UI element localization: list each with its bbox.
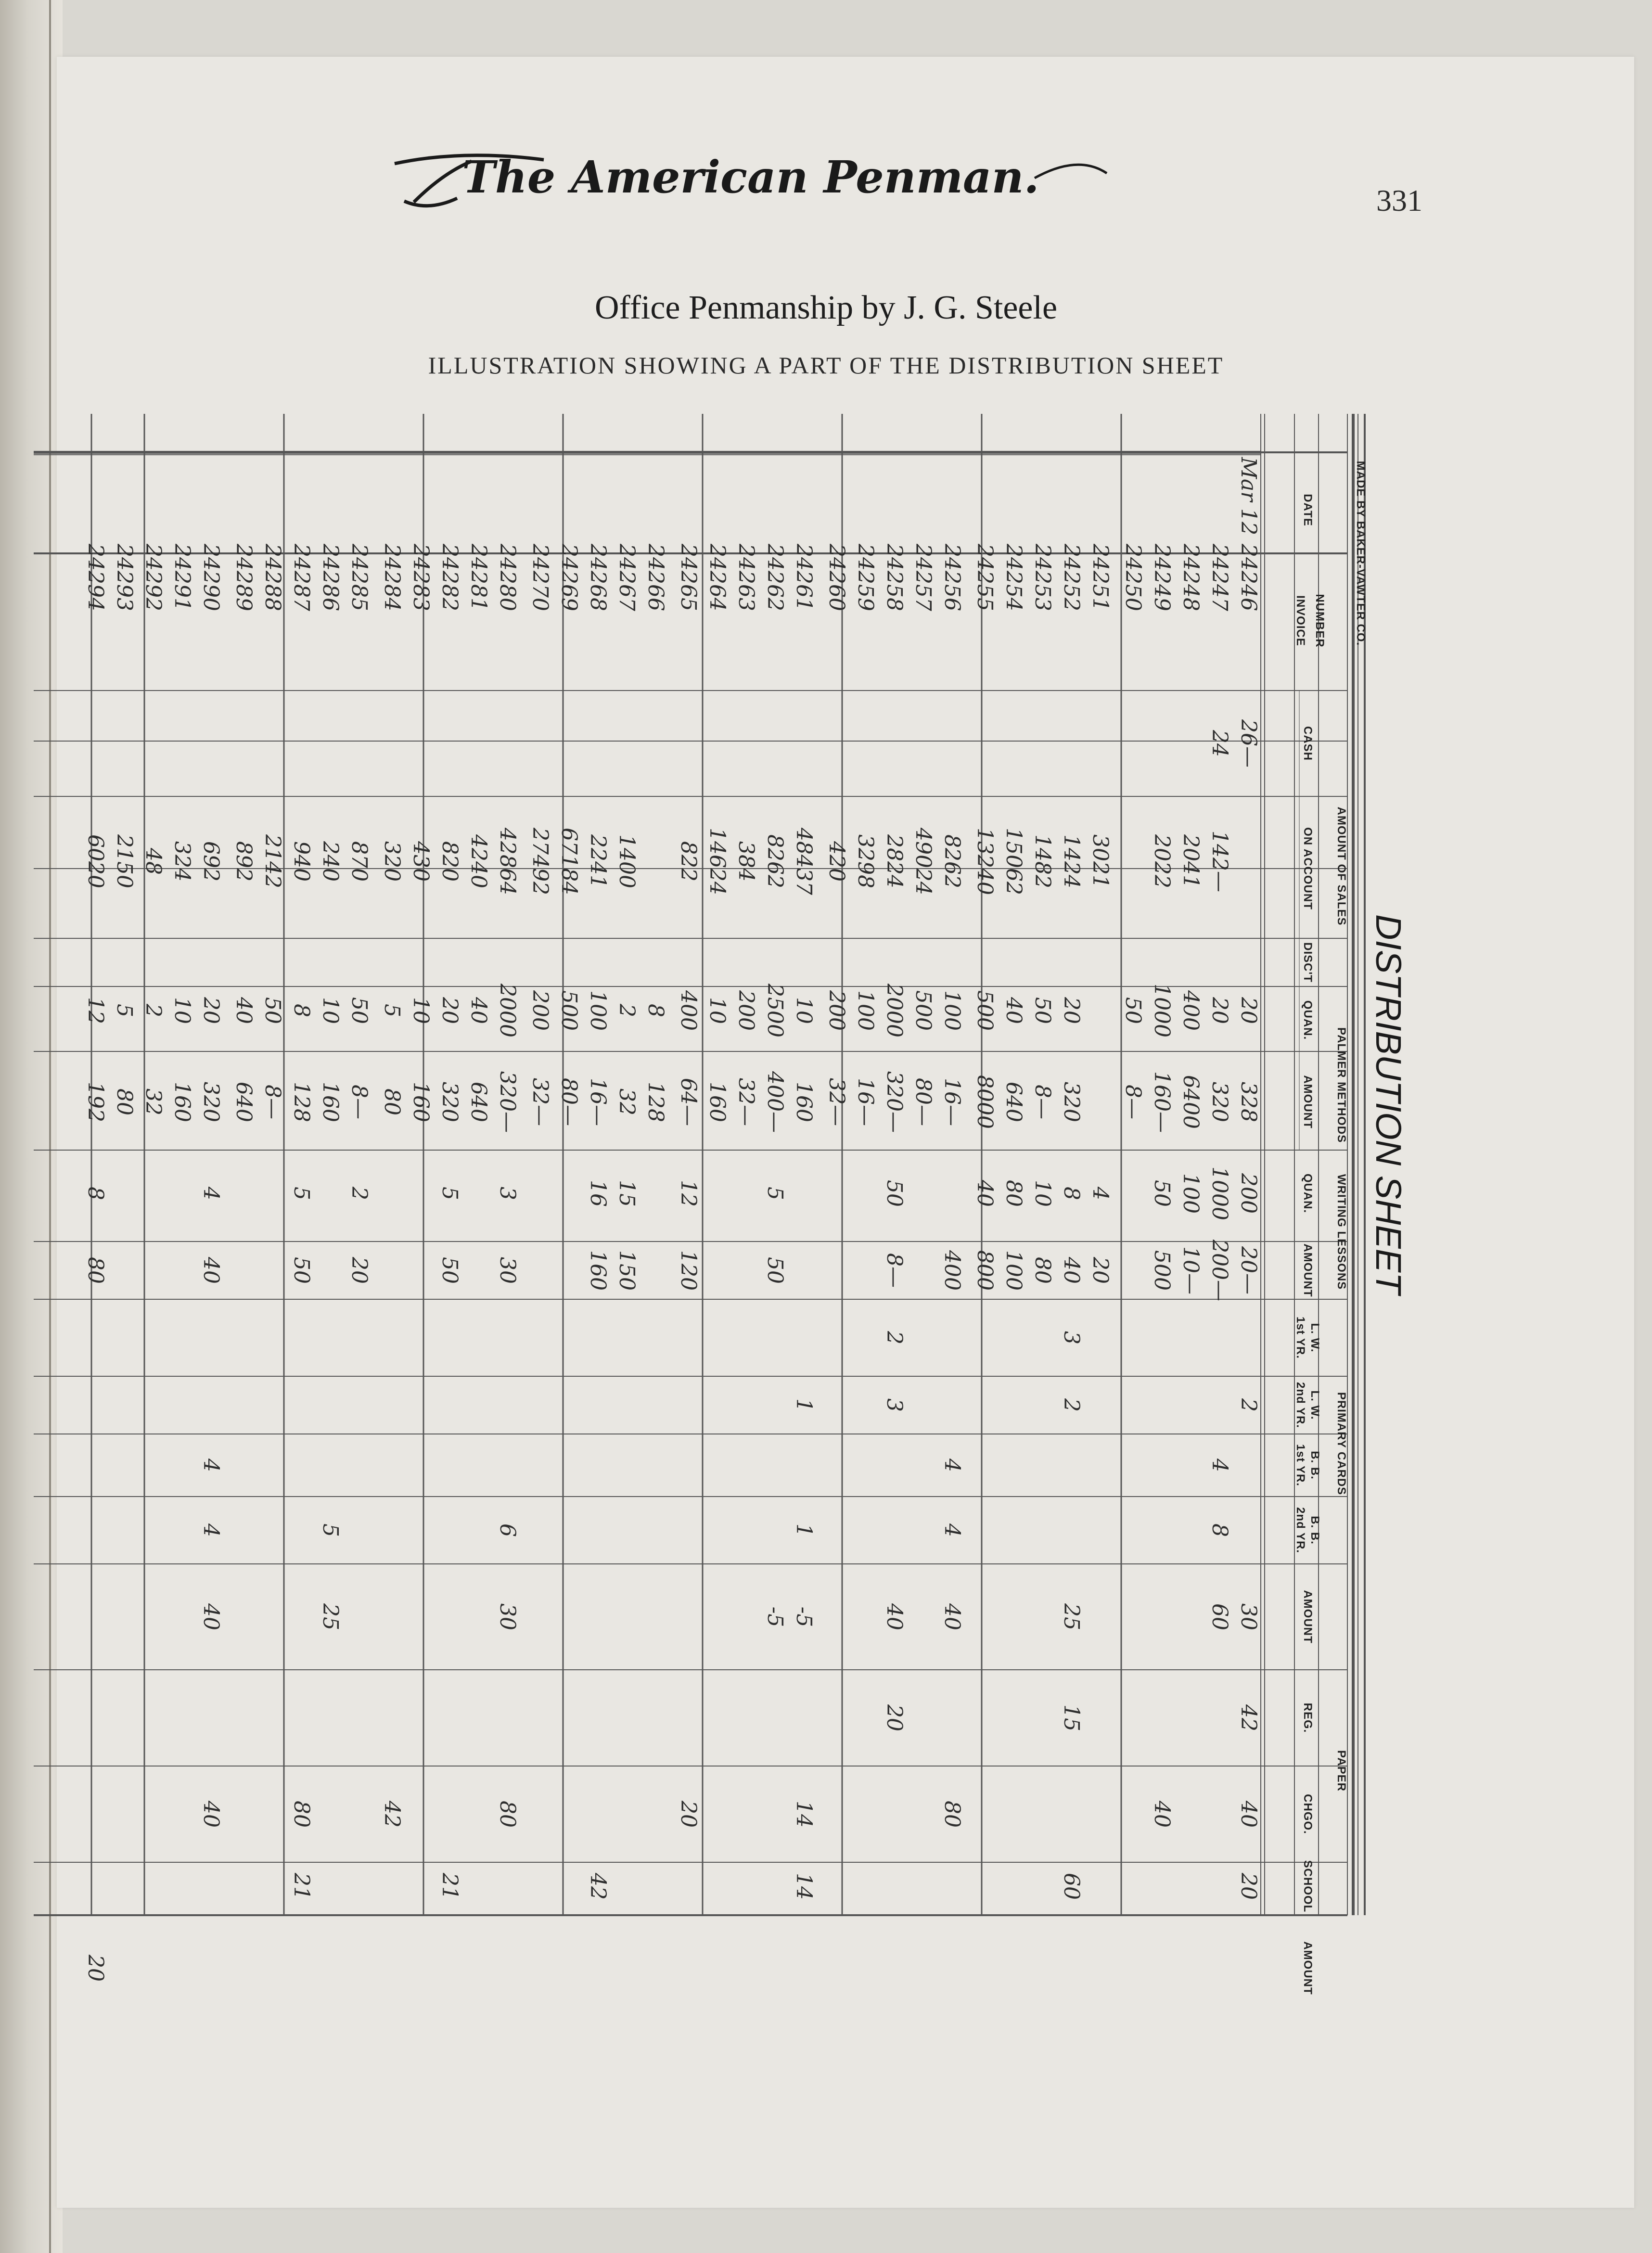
row-0-cards-amount: 30 — [1236, 1603, 1261, 1630]
row-10-on-account: 8262 — [940, 834, 964, 888]
row-1-palmer-amount: 320 — [1207, 1082, 1232, 1122]
row-29-palmer-quan: 5 — [380, 1004, 404, 1017]
row-16-writing-quan: 5 — [763, 1187, 787, 1200]
row-37-palmer-quan: 2 — [141, 1004, 166, 1017]
row-3-on-account: 2022 — [1150, 834, 1174, 888]
row-7-writing-amount: 80 — [1030, 1257, 1055, 1284]
row-27-writing-quan: 5 — [437, 1187, 462, 1200]
row-1-card-1bb: 4 — [1207, 1459, 1232, 1472]
row-22-palmer-quan: 100 — [586, 990, 610, 1031]
row-21-on-account: 1400 — [615, 834, 639, 888]
header-paper-chgo: CHGO. — [1301, 1794, 1314, 1834]
row-2-on-account: 2041 — [1178, 834, 1203, 888]
row-18-invoice: 24264 — [705, 544, 730, 611]
row-7-palmer-quan: 50 — [1030, 997, 1055, 1024]
row-6-cards-amount: 25 — [1059, 1603, 1084, 1630]
row-21-writing-amount: 150 — [615, 1250, 639, 1291]
row-29-palmer-amount: 80 — [380, 1088, 404, 1115]
row-12-writing-quan: 50 — [882, 1180, 907, 1207]
row-1-writing-quan: 1000 — [1207, 1166, 1232, 1220]
row-12-palmer-amount: 320— — [882, 1071, 907, 1133]
row-35-palmer-amount: 320 — [199, 1082, 223, 1122]
sheet-entries — [83, 457, 1261, 1982]
row-12-card-2lw: 3 — [882, 1398, 907, 1412]
row-32-paper-school: 21 — [289, 1873, 314, 1900]
row-32-writing-amount: 50 — [289, 1257, 314, 1284]
row-30-on-account: 870 — [347, 841, 371, 882]
row-39-writing-amount: 80 — [83, 1257, 108, 1284]
row-25-invoice: 24280 — [495, 544, 520, 611]
row-39-invoice: 24294 — [83, 544, 108, 611]
sheet-grid — [34, 414, 1365, 1915]
row-30-writing-quan: 2 — [347, 1187, 371, 1200]
row-6-card-1lw: 3 — [1059, 1331, 1084, 1344]
row-14-palmer-amount: 32— — [824, 1078, 849, 1126]
row-37-on-account: 48 — [141, 848, 166, 875]
header-paper-amount: AMOUNT — [1301, 1941, 1314, 1995]
row-12-writing-amount: 8— — [882, 1253, 907, 1288]
row-30-palmer-quan: 50 — [347, 997, 371, 1024]
row-32-writing-quan: 5 — [289, 1187, 314, 1200]
row-14-palmer-quan: 200 — [824, 990, 849, 1031]
row-24-palmer-amount: 32— — [528, 1078, 552, 1126]
row-22-invoice: 24268 — [586, 544, 610, 611]
row-35-paper-chgo: 40 — [199, 1801, 223, 1828]
row-25-palmer-quan: 2000 — [495, 984, 520, 1037]
row-23-invoice: 24269 — [557, 544, 581, 611]
row-7-palmer-amount: 8— — [1030, 1085, 1055, 1119]
row-10-palmer-amount: 16— — [940, 1078, 964, 1126]
row-19-writing-amount: 120 — [676, 1250, 701, 1291]
row-1-cards-amount: 60 — [1207, 1603, 1232, 1630]
row-29-invoice: 24284 — [380, 544, 404, 611]
row-33-palmer-quan: 50 — [260, 997, 285, 1024]
row-0-paper-chgo: 40 — [1236, 1801, 1261, 1828]
row-13-palmer-quan: 100 — [853, 990, 878, 1031]
header-writing-amount: AMOUNT — [1301, 1243, 1314, 1297]
row-18-palmer-quan: 10 — [705, 997, 730, 1024]
row-16-palmer-quan: 2500 — [763, 984, 787, 1037]
row-26-invoice: 24281 — [466, 544, 491, 611]
row-22-writing-amount: 160 — [586, 1250, 610, 1291]
row-39-writing-quan: 8 — [83, 1187, 108, 1200]
row-6-writing-quan: 8 — [1059, 1187, 1084, 1200]
row-15-palmer-quan: 10 — [792, 997, 816, 1024]
row-9-on-account: 13240 — [973, 828, 997, 895]
row-7-on-account: 1482 — [1030, 834, 1055, 888]
row-6-palmer-quan: 20 — [1059, 997, 1084, 1024]
row-25-cards-amount: 30 — [495, 1603, 520, 1630]
row-17-invoice: 24263 — [734, 544, 758, 611]
row-15-palmer-amount: 160 — [792, 1082, 816, 1122]
row-2-palmer-amount: 6400 — [1178, 1075, 1203, 1129]
row-3-palmer-quan: 1000 — [1150, 984, 1174, 1037]
row-34-palmer-amount: 640 — [231, 1082, 256, 1122]
row-39-paper-amount: 20 — [83, 1955, 108, 1982]
header-card-1bb-b: B. B. — [1308, 1451, 1321, 1480]
row-2-writing-amount: 10— — [1178, 1246, 1203, 1294]
row-18-on-account: 14624 — [705, 828, 730, 895]
row-13-on-account: 3298 — [853, 834, 878, 888]
row-10-card-1bb: 4 — [940, 1459, 964, 1472]
row-15-paper-chgo: 14 — [792, 1801, 816, 1828]
row-35-writing-quan: 4 — [199, 1187, 223, 1200]
row-36-palmer-amount: 160 — [170, 1082, 194, 1122]
date-entry: Mar 12 — [1236, 457, 1261, 536]
row-19-paper-chgo: 20 — [676, 1801, 701, 1828]
row-5-invoice: 24251 — [1088, 544, 1113, 611]
header-writing-lessons: WRITING LESSONS — [1335, 1174, 1348, 1290]
row-12-paper-reg: 20 — [882, 1704, 907, 1731]
row-35-on-account: 692 — [199, 841, 223, 882]
row-13-invoice: 24259 — [853, 544, 878, 611]
row-10-invoice: 24256 — [940, 544, 964, 611]
header-date: DATE — [1301, 494, 1314, 526]
row-28-invoice: 24283 — [409, 544, 433, 611]
row-35-invoice: 24290 — [199, 544, 223, 611]
header-number: NUMBER — [1313, 594, 1326, 648]
row-17-palmer-amount: 32— — [734, 1078, 758, 1126]
row-31-palmer-quan: 10 — [318, 997, 343, 1024]
row-32-palmer-quan: 8 — [289, 1004, 314, 1017]
row-27-palmer-quan: 20 — [437, 997, 462, 1024]
row-31-cards-amount: 25 — [318, 1603, 343, 1630]
article-subtitle: ILLUSTRATION SHOWING A PART OF THE DISTRIBUTION SHEET — [428, 352, 1224, 379]
row-21-writing-quan: 15 — [615, 1180, 639, 1207]
row-38-palmer-quan: 5 — [112, 1004, 137, 1017]
row-31-invoice: 24286 — [318, 544, 343, 611]
header-card-1bb-a: 1st YR. — [1294, 1444, 1307, 1486]
row-31-palmer-amount: 160 — [318, 1082, 343, 1122]
row-30-palmer-amount: 8— — [347, 1085, 371, 1119]
row-16-cards-amount: -5 — [763, 1606, 787, 1627]
row-0-writing-amount: 20— — [1236, 1246, 1261, 1294]
row-13-palmer-amount: 16— — [853, 1078, 878, 1126]
row-28-palmer-amount: 160 — [409, 1082, 433, 1122]
row-23-on-account: 67184 — [557, 828, 581, 895]
header-paper-school: SCHOOL — [1301, 1860, 1314, 1913]
row-5-writing-quan: 4 — [1088, 1187, 1113, 1200]
row-19-writing-quan: 12 — [676, 1180, 701, 1207]
row-3-paper-chgo: 40 — [1150, 1801, 1174, 1828]
row-6-palmer-amount: 320 — [1059, 1082, 1084, 1122]
row-12-on-account: 2824 — [882, 834, 907, 888]
row-16-palmer-amount: 400— — [763, 1071, 787, 1133]
header-card-2bb-b: B. B. — [1308, 1516, 1321, 1545]
page-number: 331 — [1376, 183, 1422, 218]
row-25-paper-chgo: 80 — [495, 1801, 520, 1828]
row-15-on-account: 48437 — [792, 828, 816, 895]
row-21-palmer-amount: 32 — [615, 1088, 639, 1115]
row-25-writing-amount: 30 — [495, 1257, 520, 1284]
row-6-writing-amount: 40 — [1059, 1257, 1084, 1284]
sheet-maker: MADE BY BAKER-VAWTER CO. — [1354, 461, 1367, 646]
row-36-on-account: 324 — [170, 841, 194, 882]
row-20-palmer-amount: 128 — [643, 1082, 668, 1122]
row-17-on-account: 384 — [734, 841, 758, 882]
row-30-invoice: 24285 — [347, 544, 371, 611]
header-card-2bb-a: 2nd YR. — [1294, 1507, 1307, 1553]
row-16-invoice: 24262 — [763, 544, 787, 611]
row-25-writing-quan: 3 — [495, 1187, 520, 1200]
row-26-palmer-amount: 640 — [466, 1082, 491, 1122]
header-paper: PAPER — [1335, 1750, 1348, 1792]
row-33-on-account: 2142 — [260, 834, 285, 888]
header-card-1lw-a: 1st YR. — [1294, 1317, 1307, 1359]
header-writing-quan: QUAN. — [1301, 1173, 1314, 1214]
row-10-cards-amount: 40 — [940, 1603, 964, 1630]
row-6-card-2lw: 2 — [1059, 1398, 1084, 1412]
row-19-palmer-amount: 64— — [676, 1078, 701, 1126]
row-8-on-account: 15062 — [1001, 828, 1026, 895]
row-1-card-2bb: 8 — [1207, 1523, 1232, 1537]
row-38-on-account: 2150 — [112, 834, 137, 888]
row-32-palmer-amount: 128 — [289, 1082, 314, 1122]
header-card-1lw-b: L. W. — [1308, 1323, 1321, 1353]
row-9-writing-quan: 40 — [973, 1180, 997, 1207]
row-34-invoice: 24289 — [231, 544, 256, 611]
row-12-cards-amount: 40 — [882, 1603, 907, 1630]
header-cash: CASH — [1301, 726, 1314, 761]
row-4-invoice: 24250 — [1121, 544, 1145, 611]
row-24-palmer-quan: 200 — [528, 990, 552, 1031]
row-15-invoice: 24261 — [792, 544, 816, 611]
row-29-paper-chgo: 42 — [380, 1801, 404, 1828]
row-12-invoice: 24258 — [882, 544, 907, 611]
row-27-paper-school: 21 — [437, 1873, 462, 1900]
row-0-paper-school: 20 — [1236, 1873, 1261, 1900]
row-17-palmer-quan: 200 — [734, 990, 758, 1031]
row-20-invoice: 24266 — [643, 544, 668, 611]
row-31-card-2bb: 5 — [318, 1523, 343, 1537]
row-30-writing-amount: 20 — [347, 1257, 371, 1284]
header-cards-amount: AMOUNT — [1301, 1590, 1314, 1644]
row-22-writing-quan: 16 — [586, 1180, 610, 1207]
row-33-palmer-amount: 8— — [260, 1085, 285, 1119]
row-15-card-2bb: 1 — [792, 1523, 816, 1537]
row-39-on-account: 6020 — [83, 834, 108, 888]
row-8-invoice: 24254 — [1001, 544, 1026, 611]
header-palmer-methods: PALMER METHODS — [1335, 1027, 1348, 1143]
row-6-paper-school: 60 — [1059, 1873, 1084, 1900]
row-28-palmer-quan: 10 — [409, 997, 433, 1024]
row-1-palmer-quan: 20 — [1207, 997, 1232, 1024]
row-22-paper-school: 42 — [586, 1873, 610, 1900]
row-37-palmer-amount: 32 — [141, 1088, 166, 1115]
row-35-cards-amount: 40 — [199, 1603, 223, 1630]
row-0-writing-quan: 200 — [1236, 1173, 1261, 1214]
row-1-writing-amount: 200— — [1207, 1240, 1232, 1301]
row-10-palmer-quan: 100 — [940, 990, 964, 1031]
row-7-invoice: 24253 — [1030, 544, 1055, 611]
row-26-on-account: 4240 — [466, 834, 491, 888]
row-26-palmer-quan: 40 — [466, 997, 491, 1024]
header-on-account: ON ACCOUNT — [1301, 827, 1314, 910]
row-19-invoice: 24265 — [676, 544, 701, 611]
row-15-card-2lw: 1 — [792, 1398, 816, 1412]
row-6-invoice: 24252 — [1059, 544, 1084, 611]
row-31-on-account: 240 — [318, 841, 343, 882]
row-1-cash: 24 — [1207, 730, 1232, 757]
row-23-palmer-amount: 80— — [557, 1078, 581, 1126]
row-0-palmer-amount: 328 — [1236, 1082, 1261, 1122]
row-8-writing-amount: 100 — [1001, 1250, 1026, 1291]
row-2-invoice: 24248 — [1178, 544, 1203, 611]
row-35-card-1bb: 4 — [199, 1459, 223, 1472]
row-35-writing-amount: 40 — [199, 1257, 223, 1284]
row-36-palmer-quan: 10 — [170, 997, 194, 1024]
article-title: Office Penmanship by J. G. Steele — [594, 289, 1058, 326]
row-11-on-account: 49024 — [911, 828, 935, 895]
row-16-on-account: 8262 — [763, 834, 787, 888]
header-card-2lw-b: L. W. — [1308, 1390, 1321, 1420]
row-18-palmer-amount: 160 — [705, 1082, 730, 1122]
row-22-palmer-amount: 16— — [586, 1078, 610, 1126]
row-1-on-account: 142— — [1207, 831, 1232, 892]
row-33-invoice: 24288 — [260, 544, 285, 611]
row-27-on-account: 820 — [437, 841, 462, 882]
row-1-invoice: 24247 — [1207, 544, 1232, 611]
row-27-writing-amount: 50 — [437, 1257, 462, 1284]
row-32-invoice: 24287 — [289, 544, 314, 611]
row-4-palmer-quan: 50 — [1121, 997, 1145, 1024]
header-card-2lw-a: 2nd YR. — [1294, 1382, 1307, 1428]
row-0-invoice: 24246 — [1236, 544, 1261, 611]
row-25-palmer-amount: 320— — [495, 1071, 520, 1133]
row-38-invoice: 24293 — [112, 544, 137, 611]
row-27-palmer-amount: 320 — [437, 1082, 462, 1122]
row-34-palmer-quan: 40 — [231, 997, 256, 1024]
row-39-palmer-quan: 12 — [83, 997, 108, 1024]
row-15-paper-school: 14 — [792, 1873, 816, 1900]
row-14-invoice: 24260 — [824, 544, 849, 611]
row-32-on-account: 940 — [289, 841, 314, 882]
row-27-invoice: 24282 — [437, 544, 462, 611]
row-32-paper-chgo: 80 — [289, 1801, 314, 1828]
header-palmer-quan: QUAN. — [1301, 1000, 1314, 1040]
row-29-on-account: 320 — [380, 841, 404, 882]
row-37-invoice: 24292 — [141, 544, 166, 611]
row-3-palmer-amount: 160— — [1150, 1071, 1174, 1133]
masthead-title: The American Penman. — [462, 151, 1039, 203]
row-3-writing-quan: 50 — [1150, 1180, 1174, 1207]
row-22-on-account: 2241 — [586, 834, 610, 888]
row-5-on-account: 3021 — [1088, 834, 1113, 888]
row-20-palmer-quan: 8 — [643, 1004, 668, 1017]
row-10-card-2bb: 4 — [940, 1523, 964, 1537]
row-6-on-account: 1424 — [1059, 834, 1084, 888]
sheet-title: DISTRIBUTION SHEET — [1369, 914, 1409, 1294]
row-5-writing-amount: 20 — [1088, 1257, 1113, 1284]
row-8-palmer-quan: 40 — [1001, 997, 1026, 1024]
row-38-palmer-amount: 80 — [112, 1088, 137, 1115]
row-35-card-2bb: 4 — [199, 1523, 223, 1537]
row-0-palmer-quan: 20 — [1236, 997, 1261, 1024]
header-palmer-amount: AMOUNT — [1301, 1075, 1314, 1129]
row-2-writing-quan: 100 — [1178, 1173, 1203, 1214]
row-3-invoice: 24249 — [1150, 544, 1174, 611]
header-amount-of-sales: AMOUNT OF SALES — [1335, 806, 1348, 926]
row-4-palmer-amount: 8— — [1121, 1085, 1145, 1119]
row-8-writing-quan: 80 — [1001, 1180, 1026, 1207]
row-35-palmer-quan: 20 — [199, 997, 223, 1024]
row-24-invoice: 24270 — [528, 544, 552, 611]
row-24-on-account: 27492 — [528, 828, 552, 895]
row-21-palmer-quan: 2 — [615, 1004, 639, 1017]
row-0-card-2lw: 2 — [1236, 1398, 1261, 1412]
row-23-palmer-quan: 500 — [557, 990, 581, 1031]
row-21-invoice: 24267 — [615, 544, 639, 611]
row-9-invoice: 24255 — [973, 544, 997, 611]
row-19-on-account: 822 — [676, 841, 701, 882]
row-11-palmer-amount: 80— — [911, 1078, 935, 1126]
header-primary-cards: PRIMARY CARDS — [1335, 1392, 1348, 1496]
row-12-palmer-quan: 2000 — [882, 984, 907, 1037]
row-12-card-1lw: 2 — [882, 1331, 907, 1344]
row-9-palmer-quan: 500 — [973, 990, 997, 1031]
row-3-writing-amount: 500 — [1150, 1250, 1174, 1291]
row-28-on-account: 430 — [409, 841, 433, 882]
row-16-writing-amount: 50 — [763, 1257, 787, 1284]
row-10-writing-amount: 400 — [940, 1250, 964, 1291]
row-11-palmer-quan: 500 — [911, 990, 935, 1031]
row-8-palmer-amount: 640 — [1001, 1082, 1026, 1122]
row-19-palmer-quan: 400 — [676, 990, 701, 1031]
row-0-cash: 26— — [1236, 719, 1261, 768]
row-0-paper-reg: 42 — [1236, 1704, 1261, 1731]
header-disct: DISC'T — [1301, 942, 1314, 983]
row-39-palmer-amount: 192 — [83, 1082, 108, 1122]
row-15-cards-amount: -5 — [792, 1606, 816, 1627]
row-11-invoice: 24257 — [911, 544, 935, 611]
header-paper-reg: REG. — [1301, 1703, 1314, 1733]
row-6-paper-reg: 15 — [1059, 1704, 1084, 1731]
row-2-palmer-quan: 400 — [1178, 990, 1203, 1031]
row-25-card-2bb: 6 — [495, 1523, 520, 1537]
row-25-on-account: 42864 — [495, 828, 520, 895]
row-9-writing-amount: 800 — [973, 1250, 997, 1291]
row-7-writing-quan: 10 — [1030, 1180, 1055, 1207]
row-14-on-account: 420 — [824, 841, 849, 882]
header-invoice: INVOICE — [1294, 595, 1307, 646]
row-36-invoice: 24291 — [170, 544, 194, 611]
row-10-paper-chgo: 80 — [940, 1801, 964, 1828]
row-9-palmer-amount: 8000 — [973, 1075, 997, 1129]
row-34-on-account: 892 — [231, 841, 256, 882]
